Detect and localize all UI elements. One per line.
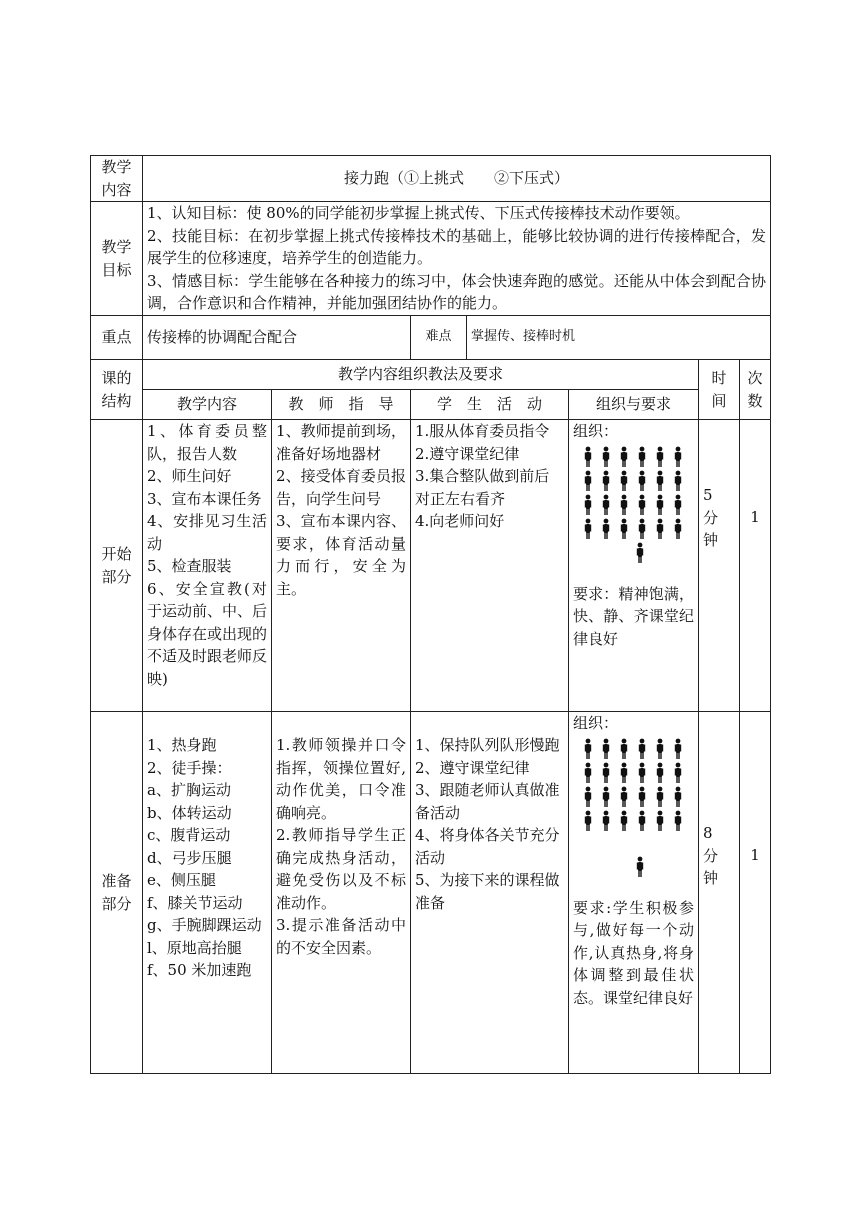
student-row xyxy=(579,493,694,517)
person-icon xyxy=(615,470,633,492)
person-icon xyxy=(597,470,615,492)
person-icon xyxy=(615,494,633,516)
person-icon xyxy=(579,762,597,784)
formation xyxy=(573,443,694,565)
person-icon xyxy=(669,762,687,784)
person-icon xyxy=(651,494,669,516)
org-label: 组织： xyxy=(573,714,619,732)
section-name: 开始 部分 xyxy=(91,420,143,712)
person-icon xyxy=(633,762,651,784)
person-icon xyxy=(669,470,687,492)
difficulty-text: 掌握传、接棒时机 xyxy=(467,316,771,360)
goals-row xyxy=(91,202,771,316)
lesson-plan xyxy=(90,155,770,1074)
person-icon xyxy=(615,762,633,784)
person-icon xyxy=(615,738,633,760)
person-icon xyxy=(633,446,651,468)
person-icon xyxy=(615,446,633,468)
person-icon xyxy=(597,786,615,808)
time-value: 5 分 钟 xyxy=(699,420,740,712)
organization-cell xyxy=(569,420,699,712)
requirement: 要求:学生积极参与,做好每一个动作,认真热身,将身体调整到最佳状态。课堂纪律良好 xyxy=(573,898,694,1007)
person-icon xyxy=(651,786,669,808)
lesson-title: 接力跑（①上挑式 ②下压式） xyxy=(143,156,771,202)
person-icon xyxy=(615,810,633,832)
person-icon xyxy=(651,446,669,468)
student-row xyxy=(579,761,694,785)
person-icon xyxy=(633,518,651,540)
student-row xyxy=(579,785,694,809)
column-group-row xyxy=(91,360,771,390)
person-icon xyxy=(597,494,615,516)
formation xyxy=(573,735,694,879)
goals-label: 教学 目标 xyxy=(91,202,143,316)
organization-cell xyxy=(569,712,699,1074)
student-row xyxy=(579,809,694,833)
student-activity: 1、保持队列队形慢跑 2、遵守课堂纪律 3、跟随老师认真做准备活动 4、将身体各关节充分活动 5、为接下来的课程做准备 xyxy=(411,712,569,1074)
person-icon xyxy=(651,810,669,832)
person-icon xyxy=(631,542,649,564)
section-start xyxy=(91,420,771,712)
student-row xyxy=(579,517,694,541)
person-icon xyxy=(633,786,651,808)
person-icon xyxy=(669,810,687,832)
teacher-position xyxy=(579,855,694,879)
person-icon xyxy=(615,518,633,540)
person-icon xyxy=(631,856,649,878)
difficulty-label: 难点 xyxy=(411,316,467,360)
person-icon xyxy=(597,762,615,784)
person-icon xyxy=(579,446,597,468)
person-icon xyxy=(669,738,687,760)
student-header: 学 生 活 动 xyxy=(411,390,569,420)
person-icon xyxy=(651,518,669,540)
content-row xyxy=(91,156,771,202)
person-icon xyxy=(579,738,597,760)
person-icon xyxy=(579,810,597,832)
person-icon xyxy=(579,786,597,808)
goals-cell xyxy=(143,202,771,316)
count-header: 次 数 xyxy=(740,360,771,420)
organize-header: 组织与要求 xyxy=(569,390,699,420)
person-icon xyxy=(597,738,615,760)
student-row xyxy=(579,737,694,761)
column-header-row xyxy=(91,390,771,420)
count-value: 1 xyxy=(740,420,771,712)
person-icon xyxy=(651,470,669,492)
section-warmup xyxy=(91,712,771,1074)
person-icon xyxy=(651,762,669,784)
teacher-header: 教 师 指 导 xyxy=(272,390,411,420)
goal-cognitive: 1、认知目标：使 80%的同学能初步掌握上挑式传、下压式传接棒技术动作要领。 xyxy=(147,204,690,223)
content-header: 教学内容 xyxy=(143,390,272,420)
person-icon xyxy=(669,446,687,468)
goal-affective: 3、情感目标：学生能够在各种接力的练习中，体会快速奔跑的感觉。还能从中体会到配合协调，合作意识和合作精神，并能加强团结协作的能力。 xyxy=(147,271,767,313)
person-icon xyxy=(669,518,687,540)
person-icon xyxy=(597,810,615,832)
time-header: 时 间 xyxy=(699,360,740,420)
person-icon xyxy=(651,738,669,760)
person-icon xyxy=(669,494,687,516)
student-row xyxy=(579,445,694,469)
group-header: 教学内容组织教法及要求 xyxy=(143,360,699,390)
teacher-guidance: 1、教师提前到场，准备好场地器材 2、接受体育委员报告，向学生问号 3、宣布本课内容、要求，体育活动量力而行，安全为主。 xyxy=(272,420,411,712)
teacher-position xyxy=(579,541,694,565)
content-label: 教学 内容 xyxy=(91,156,143,202)
person-icon xyxy=(579,470,597,492)
section-content: 1、体育委员整队，报告人数 2、师生问好 3、宣布本课任务 4、安排见习生活动 5、检查服装 6、安全宣教(对于运动前、中、后身体存在或出现的不适及时跟老师反映) xyxy=(143,420,272,712)
teacher-guidance: 1.教师领操并口令指挥，领操位置好,动作优美，口令准确响亮。 2.教师指导学生正确完成热身活动，避免受伤以及不标准动作。 3.提示准备活动中的不安全因素。 xyxy=(272,712,411,1074)
org-label: 组织： xyxy=(573,422,619,440)
key-row xyxy=(91,316,771,360)
key-text: 传接棒的协调配合配合 xyxy=(143,316,411,360)
student-row xyxy=(579,469,694,493)
person-icon xyxy=(633,494,651,516)
structure-header: 课的 结构 xyxy=(91,360,143,420)
lesson-table xyxy=(90,155,771,1074)
person-icon xyxy=(633,810,651,832)
student-activity: 1.服从体育委员指令 2.遵守课堂纪律 3.集合整队做到前后对正左右看齐 4.向老师问好 xyxy=(411,420,569,712)
person-icon xyxy=(615,786,633,808)
goal-skill: 2、技能目标：在初步掌握上挑式传接棒技术的基础上，能够比较协调的进行传接棒配合，发展学生的位移速度，培养学生的创造能力。 xyxy=(147,226,767,268)
time-value: 8 分 钟 xyxy=(699,712,740,1074)
section-name: 准备 部分 xyxy=(91,712,143,1074)
requirement: 要求：精神饱满，快、静、齐课堂纪律良好 xyxy=(573,584,694,648)
person-icon xyxy=(597,446,615,468)
person-icon xyxy=(669,786,687,808)
person-icon xyxy=(597,518,615,540)
person-icon xyxy=(579,518,597,540)
person-icon xyxy=(633,738,651,760)
key-label: 重点 xyxy=(91,316,143,360)
section-content: 1、热身跑 2、徒手操： a、扩胸运动 b、体转运动 c、腹背运动 d、弓步压腿 e、侧压腿 f、膝关节运动 g、手腕脚踝运动 l、原地高抬腿 f、50 米加速跑 xyxy=(143,712,272,1074)
count-value: 1 xyxy=(740,712,771,1074)
person-icon xyxy=(579,494,597,516)
person-icon xyxy=(633,470,651,492)
